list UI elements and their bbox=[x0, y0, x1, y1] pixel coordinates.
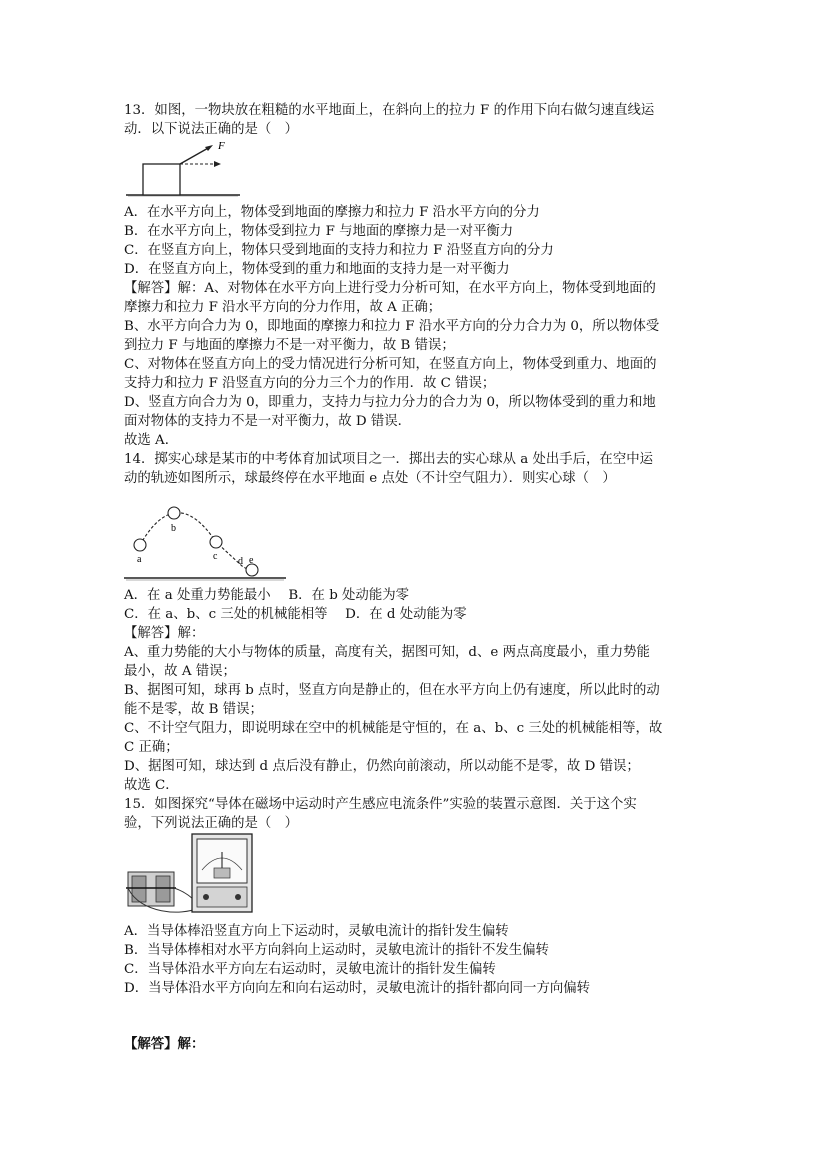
galvanometer-icon bbox=[192, 834, 252, 912]
q14-option-ab: A．在 a 处重力势能最小 B．在 b 处动能为零 bbox=[124, 588, 409, 603]
point-label-a: a bbox=[137, 554, 142, 565]
block-shape bbox=[143, 164, 180, 195]
q13-answer-line-4: 到拉力 F 与地面的摩擦力不是一对平衡力，故 B 错误； bbox=[124, 338, 455, 353]
q13-answer-line-5: C、对物体在竖直方向上的受力情况进行分析可知，在竖直方向上，物体受到重力、地面的 bbox=[124, 357, 657, 372]
q13-option-c: C．在竖直方向上，物体只受到地面的支持力和拉力 F 沿竖直方向的分力 bbox=[124, 243, 554, 258]
q13-stem-line-2: 动．以下说法正确的是（ ） bbox=[124, 122, 299, 137]
q15-option-c: C．当导体沿水平方向左右运动时，灵敏电流计的指针发生偏转 bbox=[124, 962, 496, 977]
q13-option-a: A．在水平方向上，物体受到地面的摩擦力和拉力 F 沿水平方向的分力 bbox=[124, 205, 540, 220]
point-label-d: d bbox=[238, 556, 243, 567]
q14-answer-line-6: C、不计空气阻力，即说明球在空中的机械能是守恒的，在 a、b、c 三处的机械能相等，故 bbox=[124, 721, 663, 736]
q13-answer-line-6: 支持力和拉力 F 沿竖直方向的分力三个力的作用．故 C 错误； bbox=[124, 376, 496, 391]
point-label-b: b bbox=[171, 523, 176, 534]
q13-stem-line-1: 13．如图，一物块放在粗糙的水平地面上，在斜向上的拉力 F 的作用下向右做匀速直线运 bbox=[124, 103, 655, 118]
q13-option-b: B．在水平方向上，物体受到拉力 F 与地面的摩擦力是一对平衡力 bbox=[124, 224, 514, 239]
q14-stem-line-2: 动的轨迹如图所示，球最终停在水平地面 e 点处（不计空气阻力）．则实心球（ ） bbox=[124, 471, 616, 486]
q14-answer-line-2: A、重力势能的大小与物体的质量，高度有关，据图可知，d、e 两点高度最小，重力势能 bbox=[124, 645, 650, 660]
q13-answer-line-1: 【解答】解：A、对物体在水平方向上进行受力分析可知，在水平方向上，物体受到地面的 bbox=[124, 281, 656, 296]
q14-answer-line-3: 最小，故 A 错误； bbox=[124, 664, 236, 679]
q14-answer-line-5: 能不是零，故 B 错误； bbox=[124, 702, 263, 717]
q13-answer-line-8: 面对物体的支持力不是一对平衡力，故 D 错误． bbox=[124, 414, 412, 429]
block-force-figure bbox=[126, 140, 242, 202]
q14-stem-line-1: 14．掷实心球是某市的中考体育加试项目之一．掷出去的实心球从 a 处出手后，在空中运 bbox=[124, 452, 653, 467]
trajectory-path bbox=[140, 513, 252, 572]
point-label-c: c bbox=[213, 551, 218, 562]
q15-stem-line-1: 15．如图探究“导体在磁场中运动时产生感应电流条件”实验的装置示意图．关于这个实 bbox=[124, 797, 637, 812]
q14-answer-line-4: B、据图可知，球再 b 点时，竖直方向是静止的，但在水平方向上仍有速度，所以此时的动 bbox=[124, 683, 660, 698]
q15-stem-line-2: 验，下列说法正确的是（ ） bbox=[124, 816, 299, 831]
q15-option-d: D．当导体沿水平方向向左和向右运动时，灵敏电流计的指针都向同一方向偏转 bbox=[124, 981, 591, 996]
q14-answer-line-7: C 正确； bbox=[124, 740, 179, 755]
ball-trajectory-figure bbox=[124, 500, 288, 584]
q14-answer-line-1: 【解答】解： bbox=[124, 626, 205, 641]
q15-option-b: B．当导体棒相对水平方向斜向上运动时，灵敏电流计的指针不发生偏转 bbox=[124, 943, 549, 958]
q14-option-cd: C．在 a、b、c 三处的机械能相等 D．在 d 处动能为零 bbox=[124, 607, 467, 622]
q15-answer-line-1: 【解答】解： bbox=[124, 1036, 205, 1052]
horseshoe-magnet-icon bbox=[126, 872, 176, 906]
q15-option-a: A．当导体棒沿竖直方向上下运动时，灵敏电流计的指针发生偏转 bbox=[124, 924, 509, 939]
force-label: F bbox=[218, 140, 225, 152]
point-label-e: e bbox=[249, 555, 254, 566]
ball-b bbox=[168, 507, 180, 519]
induction-apparatus-figure bbox=[126, 832, 260, 922]
ball-c bbox=[210, 536, 222, 548]
q13-option-d: D．在竖直方向上，物体受到的重力和地面的支持力是一对平衡力 bbox=[124, 262, 510, 277]
q13-answer-line-2: 摩擦力和拉力 F 沿水平方向的分力作用，故 A 正确； bbox=[124, 300, 442, 315]
pull-force-arrow bbox=[180, 147, 210, 164]
q13-answer-line-3: B、水平方向合力为 0，即地面的摩擦力和拉力 F 沿水平方向的分力合力为 0，所以物体受 bbox=[124, 319, 660, 334]
q13-answer-line-9: 故选 A． bbox=[124, 433, 179, 448]
ball-a bbox=[134, 539, 146, 551]
q14-answer-line-8: D、据图可知，球达到 d 点后没有静止，仍然向前滚动，所以动能不是零，故 D 错误； bbox=[124, 759, 640, 774]
q14-answer-line-9: 故选 C． bbox=[124, 778, 179, 793]
q13-answer-line-7: D、竖直方向合力为 0，即重力，支持力与拉力分力的合力为 0，所以物体受到的重力和地 bbox=[124, 395, 656, 410]
